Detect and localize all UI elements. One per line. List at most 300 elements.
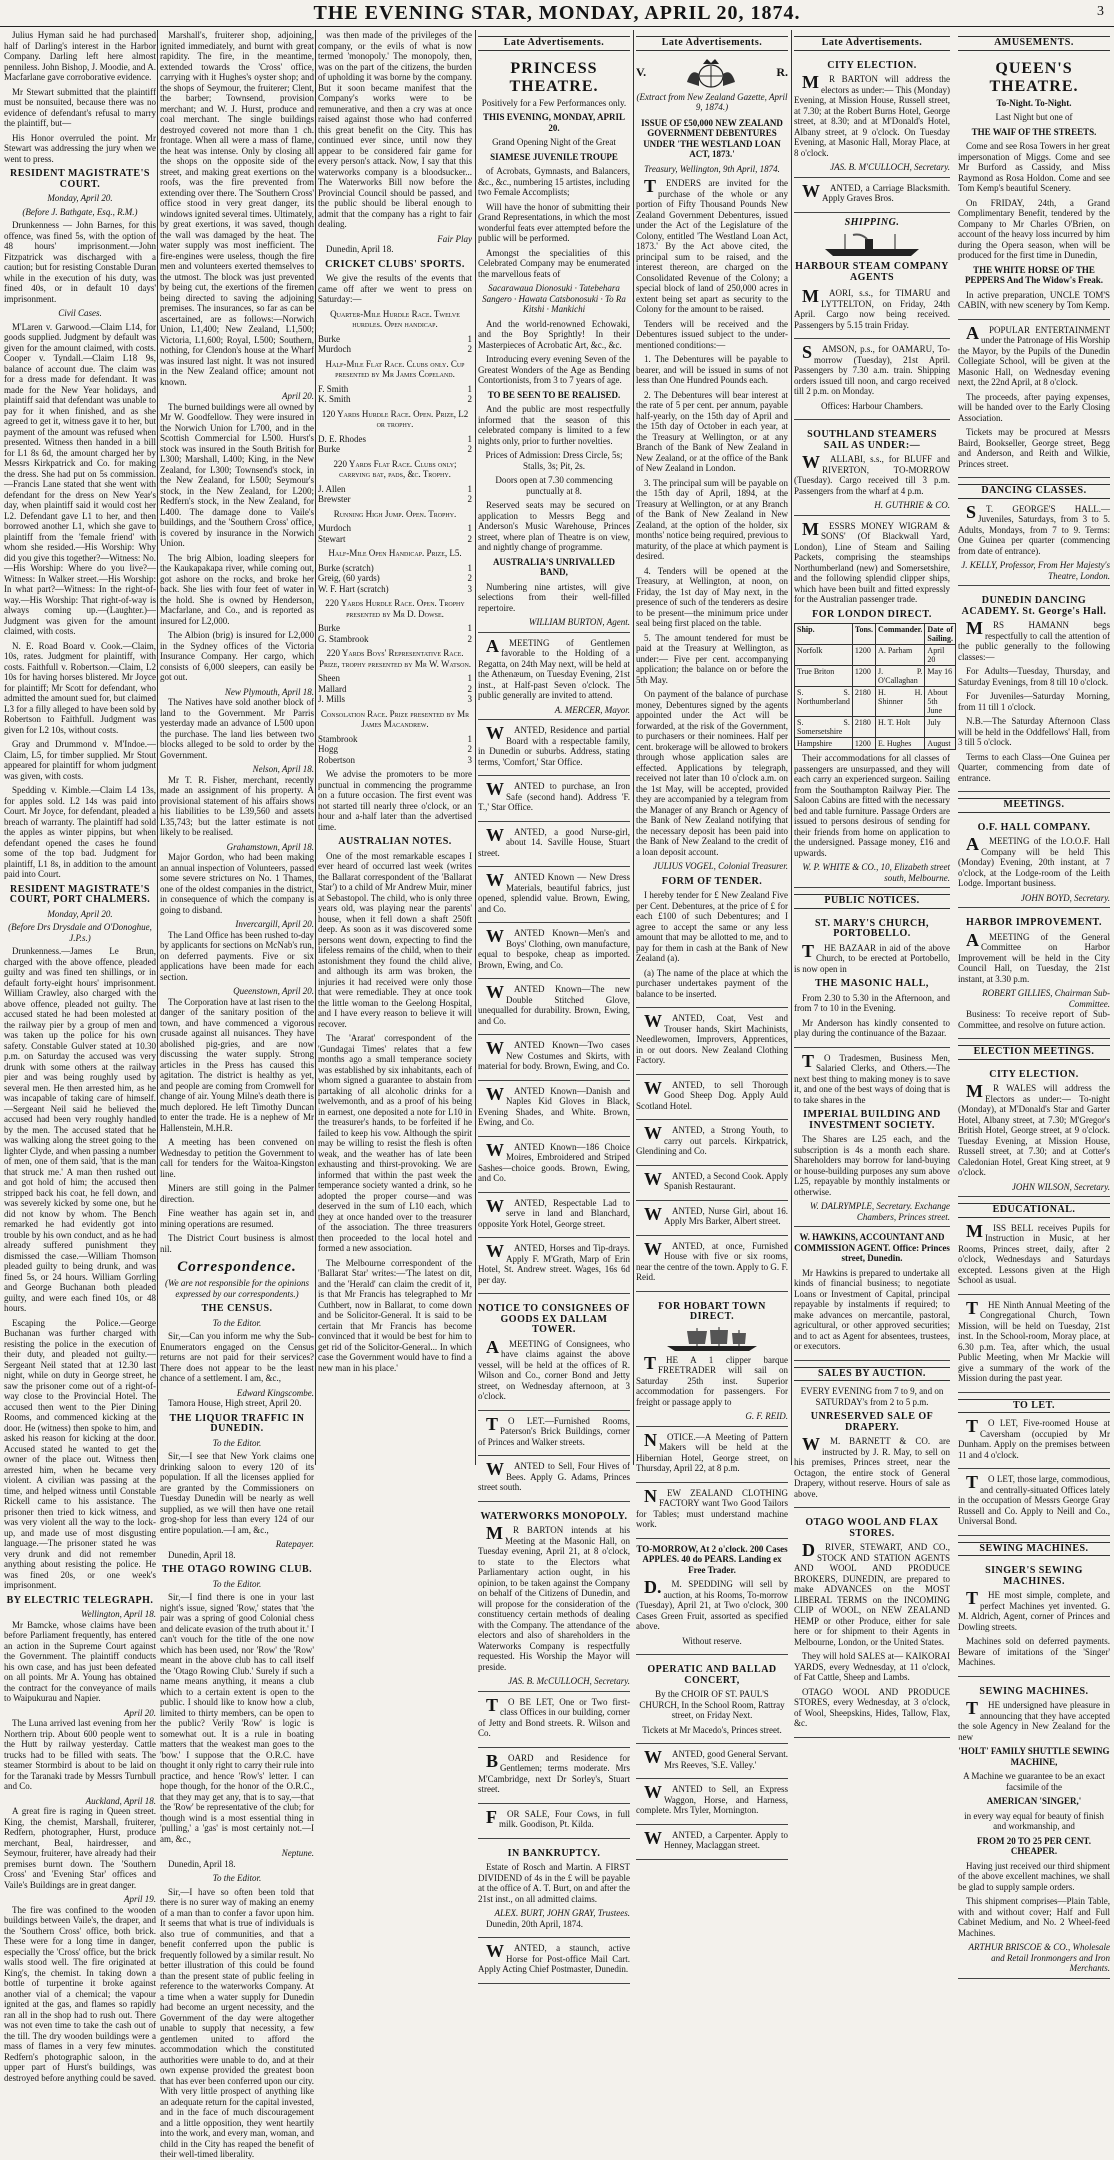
section-heading: EDUCATIONAL. bbox=[958, 1203, 1110, 1218]
ad-text: 5. The amount tendered for must be paid at the Treasury at Wellington, as under:— Five per cent. accompanying application; the balance on or before the 5th May. bbox=[636, 632, 788, 685]
ad-text: WANTED, a Second Cook. Apply Spanish Restaurant. bbox=[644, 1168, 788, 1191]
ad-text: This shipment comprises—Plain Table, with and without cover; Half and Full Cabinet Medium, and No. 2 Wheel-feed Machines. bbox=[958, 1896, 1110, 1938]
ad-text: Treasury, Wellington, 9th April, 1874. bbox=[644, 163, 780, 174]
race-results bbox=[318, 309, 472, 770]
dateline: April 20. bbox=[123, 1707, 156, 1718]
ad-text: Come and see Rosa Towers in her great impersonation of Miggs. Come and see Mr Burford as Cassidy, and Miss Raymond as Rosa Holdon. Come and see Tom Kemp's beautiful Scenery. bbox=[958, 141, 1110, 193]
ad-title: WATERWORKS MONOPOLY. bbox=[480, 1510, 628, 1522]
article-heading: THE OTAGO ROWING CLUB. bbox=[161, 1564, 313, 1575]
race-title: 220 Yards Flat Race. Clubs only; carrying bat, pads, &c. Trophy. bbox=[333, 458, 457, 479]
ad-title: O.F. HALL COMPANY. bbox=[977, 821, 1091, 833]
section-heading: Correspondence. bbox=[177, 1259, 297, 1275]
ad-text: DRIVER, STEWART, AND CO., STOCK AND STATION AGENTS AND WOOL AND PRODUCE BROKERS, DUNEDIN, are prepared to make ADVANCES on the MOST LIBERAL TERMS on the INCOMING CLIP of WOOL, on NEW ZEALAND HEMP or other Produce, either for sale here or for shipment to their Agents in Melbourne, London, or the United States. bbox=[794, 1540, 950, 1647]
ad-text: WANTED, a good Nurse-girl, about 14. Saville House, Stuart street. bbox=[478, 824, 630, 858]
advertisement bbox=[478, 1695, 630, 1748]
ad-title: IMPERIAL BUILDING AND INVESTMENT SOCIETY. bbox=[803, 1109, 941, 1131]
ad-text: MRS HAMANN begs respectfully to call the attention of the public generally to the following classes:— bbox=[958, 618, 1110, 662]
paragraph: was then made of the privileges of the company, or the evils of what is now termed 'monopoly.' The monopoly, then, was on the part of the citizens, the burden of upholding it was borne by the company. But it soon became manifest that the Company's works were to be remunerative, and then a cry was at once raised against those who had conferred this great benefit on the City. This has continued ever since, until now they appear to be considered fair game for every person's attack. Now, I say that this waterworks company is a bloodsucker... The Waterworks Bill now before the Provincial Council should be passed, and the public should be liberal enough to admit that the company has a right to fair dealing. bbox=[318, 30, 472, 229]
placing: 1 bbox=[467, 562, 472, 573]
advertisement bbox=[636, 1123, 788, 1166]
ad-title: NOTICE TO CONSIGNEES OF GOODS EX DALLAM TOWER. bbox=[478, 1303, 631, 1335]
placing: 1 bbox=[467, 383, 472, 394]
advertisement bbox=[478, 1459, 630, 1502]
page-number: 3 bbox=[1097, 4, 1104, 19]
race-result-row bbox=[318, 563, 472, 574]
ad-text: Tickets at Mr Macedo's, Princes street. bbox=[642, 1724, 782, 1735]
paragraph: Julius Hyman said he had purchased half of Darling's interest in the Harbor Company. Darling left here almost penniless. John Bishop, J. Moodie, and A. Macfarlane gave corroborative evidence. bbox=[4, 30, 156, 82]
paragraph: We give the results of the events that came off after we went to press on Saturday:— bbox=[318, 273, 472, 304]
salutation: To the Editor. bbox=[212, 1873, 262, 1883]
column-advertisements-1 bbox=[478, 30, 631, 1974]
placing: 2 bbox=[467, 344, 472, 354]
ad-title: QUEEN'S THEATRE. bbox=[989, 59, 1079, 95]
ad-text: WANTED, a Carpenter. Apply to Henney, Maclaggan street. bbox=[644, 1827, 788, 1850]
advertisement bbox=[478, 723, 630, 776]
advertisement bbox=[794, 518, 953, 889]
advertisement bbox=[478, 1297, 630, 1411]
ad-text: (Extract from New Zealand Gazette, April 9, 1874.) bbox=[636, 91, 788, 112]
salutation: To the Editor. bbox=[212, 1578, 262, 1589]
advertisement bbox=[478, 825, 630, 868]
advertisement bbox=[478, 1140, 630, 1193]
paragraph: Miners are still going in the Palmer direction. bbox=[160, 1183, 314, 1204]
column-news-1 bbox=[4, 30, 156, 2083]
ad-text: TO Tradesmen, Business Men, Salaried Clerks, and Others.—The next best thing to making money is to save it, and one of the best ways of doing that is to take shares in the bbox=[794, 1050, 950, 1105]
ad-text: WANTED, to sell Thorough Good Sheep Dog. Apply Auld Scotland Hotel. bbox=[636, 1077, 788, 1111]
ad-title: SHIPPING. bbox=[844, 216, 900, 228]
court-bench: (Before Drs Drysdale and O'Donoghue, J.P.s.) bbox=[8, 922, 152, 943]
paragraph: Dunedin, April 18. bbox=[168, 1549, 236, 1560]
placing: 2 bbox=[467, 533, 472, 544]
advertisement bbox=[478, 1807, 630, 1839]
ad-title: FOR HOBART TOWN DIRECT. bbox=[658, 1300, 766, 1322]
ad-title: OPERATIC AND BALLAD CONCERT, bbox=[647, 1664, 777, 1686]
ad-text: WANTED, Residence and partial Board with a respectable family, in Dunedin or suburbs. Address, stating terms, 'Comfort,' Star Office. bbox=[478, 723, 630, 767]
dateline: Grahamstown, April 18. bbox=[226, 841, 314, 852]
ad-title: CITY ELECTION. bbox=[989, 1068, 1079, 1080]
competitor-name: Murdoch bbox=[318, 523, 351, 533]
paragraph: The Land Office has been rushed to-day by applicants for sections on McNab's run, on deferred payments. Five or six applications have been made for each section. bbox=[160, 929, 314, 982]
advertisement bbox=[958, 1221, 1110, 1295]
competitor-name: J. Allen bbox=[318, 483, 346, 494]
ad-text: AMEETING of Consignees, who have claims against the above vessel, will be held at the offices of R. Wilson and Co., corner Bond and Jetty street, on Wednesday afternoon, at 3 o'clock. bbox=[478, 1336, 630, 1401]
ad-title: W. HAWKINS, ACCOUNTANT AND COMMISSION AGENT. Office: Princes street, Dunedin. bbox=[794, 1232, 950, 1263]
dateline: Monday, April 20. bbox=[47, 193, 113, 203]
paragraph: The Luna arrived last evening from her Northern trip. About 600 people went to the Hutt by railway yesterday. Cattle trucks had to be filled with seats. The steamer Stormbird is about to be laid on for the Taranaki trade by Messrs Turnbull and Co. bbox=[4, 1718, 156, 1791]
competitor-name: Stambrook bbox=[318, 733, 358, 744]
paragraph: One of the most remarkable escapes I ever heard of occurred last week (writes the Ballarat correspondent of the 'Ballarat Star') to a child of Mr Andrew Muir, miner at Sebastopol. The child, who is only three years old, was playing near the parents' house, when it fell down a shaft 250ft deep. As soon as it was discovered some persons went down, expecting to find the lifeless remains of the child, when to their astonishment they found the child alive, and although its arm was broken, the injuries it had received were only those that were remediable. They at once took the little woman to the Geelong Hospital, and I have every reason to believe it will recover. bbox=[318, 850, 472, 1029]
table-row bbox=[795, 645, 956, 666]
race-result-row bbox=[318, 344, 472, 355]
placing: 2 bbox=[467, 444, 472, 454]
article-heading: CRICKET CLUBS' SPORTS. bbox=[325, 258, 465, 270]
royal-crest-row bbox=[636, 54, 788, 92]
ad-text: WANTED, a staunch, active Horse for Post-office Mail Cart. Apply Acting Chief Postmaster, Dunedin. bbox=[478, 1941, 630, 1974]
race-result-row bbox=[318, 694, 472, 705]
advertisement bbox=[478, 1241, 630, 1294]
table-cell: April 20 bbox=[925, 645, 956, 666]
paragraph: N. E. Road Board v. Cook.—Claim, 10s, rates. Judgment for plaintiff, with costs. Faithfull v. Robertson.—Claim, L2 10s for having horses blistered. Mr Joyce for plaintiff; Mr Scott for defendant, who admitted the amount sued for, but claimed L3 for a filly alleged to have been sold by Robertson to Faithfull. Judgment was given for L2 10s, without costs. bbox=[4, 640, 156, 735]
advertisement bbox=[478, 1941, 630, 1984]
section-heading: Late Advertisements. bbox=[478, 36, 630, 51]
column-news-3 bbox=[318, 30, 472, 1465]
ad-text: 3. The principal sum will be payable on the 15th day of April, 1894, at the Treasury at Wellington, or at any Branch of the Bank of New Zealand in New Zealand, at the option of the holder, six months' notice being required, previous to maturity, of the place at which payment is desired. bbox=[636, 477, 788, 561]
paragraph: His Honor overruled the point. Mr Stewart was addressing the jury when we went to press. bbox=[4, 132, 156, 164]
paragraph: Dunedin, April 18. bbox=[168, 1858, 236, 1869]
ad-text: To-Night. To-Night. bbox=[996, 97, 1072, 108]
paragraph: Fine weather has again set in, and mining operations are resumed. bbox=[160, 1208, 314, 1229]
ad-title: ST. MARY'S CHURCH, PORTOBELLO. bbox=[814, 917, 930, 939]
advertisement bbox=[478, 636, 630, 721]
competitor-name: Murdoch bbox=[318, 344, 351, 354]
placing: 3 bbox=[467, 694, 472, 704]
placing: 1 bbox=[467, 333, 472, 344]
placing: 2 bbox=[467, 494, 472, 504]
advertisement bbox=[958, 1298, 1110, 1393]
ad-text: Tickets may be procured at Messrs Baird, Bookseller, George street, Begg and Anderson, and Reith and Wilkie, Princes street. bbox=[958, 427, 1110, 469]
dateline: Invercargill, April 20. bbox=[235, 919, 314, 929]
competitor-name: Stewart bbox=[318, 533, 346, 544]
ad-text: 'HOLT' FAMILY SHUTTLE SEWING MACHINE, bbox=[958, 1746, 1110, 1767]
paragraph: Gray and Drummond v. M'Indoe.—Claim, L5, for timber supplied. Mr Stout appeared for plaintiff for whom judgment was given, with costs. bbox=[4, 739, 156, 781]
column-advertisements-3 bbox=[794, 30, 953, 1728]
table-row bbox=[795, 687, 956, 717]
ad-text: Will have the honor of submitting their Grand Representations, in which the most wonderful feats ever attempted before the public will be performed. bbox=[478, 201, 630, 243]
table-cell: A. Parham bbox=[876, 645, 925, 666]
paragraph: The burned buildings were all owned by Mr W. Goodfellow. They were insured in the Norwich Union for L700, and in the Scottish Commercial for L500. Hurst's stock was insured in the South British for L300; Marshall, L400; King, in the New Zealand, for L300; Townsend's stock, in the New Zealand, for L500; Seymour's stock, in the New Zealand, for L200; Redfern's stock, in the New Zealand, for L400. The damage done to Vaile's buildings, and the 'Southern Cross' office, is covered by insurance in the Norwich Union. bbox=[160, 401, 314, 548]
race-result-row bbox=[318, 484, 472, 495]
ad-title: IN BANKRUPTCY. bbox=[507, 1847, 601, 1859]
ad-text: THIS EVENING, MONDAY, APRIL 20. bbox=[482, 112, 626, 133]
ad-text: FROM 20 TO 25 PER CENT. CHEAPER. bbox=[976, 1835, 1091, 1856]
ad-text: APOPULAR ENTERTAINMENT under the Patronage of His Worship the Mayor, by the Pupils of the Dunedin Collegiate School, will be given at the Masonic Hall, on Wednesday evening next, the 22nd April, at 8 o'clock. bbox=[958, 322, 1110, 387]
section-heading: ELECTION MEETINGS. bbox=[958, 1045, 1110, 1060]
ad-title: SINGER'S SEWING MACHINES. bbox=[985, 1565, 1083, 1587]
ad-text: WM. BARNETT & CO. are instructed by J. R. May, to sell on his premises, Princes street, near the Octagon, the entire stock of General Drapery, without reserve. Hours of sale as above. bbox=[794, 1434, 950, 1499]
advertisement bbox=[636, 1011, 788, 1075]
ad-text: Their accommodations for all classes of passengers are unsurpassed, and they will each carry an experienced surgeon. Sailing from the Southampton Railway Pier. The Saloon Cabins are fitted with the necessary bed and table furniture. Passage Orders are issued to persons desirous of sending for their friends from home on application to the undersigned. Passage money, £16 and upwards. bbox=[794, 753, 950, 858]
signature: Ratepayer. bbox=[275, 1539, 314, 1549]
table-row bbox=[795, 738, 956, 750]
advertisement bbox=[478, 870, 630, 923]
competitor-name: W. F. Hart (scratch) bbox=[318, 583, 389, 594]
race-title: Half-Mile Open Handicap. Prize, L5. bbox=[328, 548, 462, 558]
section-heading: MEETINGS. bbox=[958, 798, 1110, 813]
newspaper-title: THE EVENING STAR, MONDAY, APRIL 20, 1874. bbox=[313, 1, 801, 24]
ad-text: TO LET.—Furnished Rooms, Paterson's Brick Buildings, corner of Princes and Walker streets. bbox=[478, 1413, 630, 1447]
ad-signature: W. DALRYMPLE, Secretary. Exchange Chambers, Princes street. bbox=[809, 1201, 950, 1222]
advertisement bbox=[958, 1472, 1110, 1536]
ad-text: Grand Opening Night of the Great bbox=[492, 137, 616, 147]
ad-text: MAORI, s.s., for TIMARU and LYTTELTON, on Friday, 24th April. Cargo now being received. Passengers by 5.15 train Friday. bbox=[794, 286, 950, 330]
advertisement bbox=[958, 1416, 1110, 1469]
placing: 1 bbox=[467, 673, 472, 683]
paragraph: The District Court business is almost nil. bbox=[160, 1233, 314, 1254]
ad-text: MR WALES will address the Electors as under:— To-night (Monday), at M'Donald's Star and Garter Hotel, Albany street, at 7.30; M'Gregor's British Hotel, George street, at 9 o'clock. Tuesday Evening, at Mission House, Russell street, at 7.30; and at Cotter's Caledonian Hotel, Great King street, at 9 o'clock. bbox=[958, 1081, 1110, 1177]
ad-text: The proceeds, after paying expenses, will be handed over to the Early Closing Association. bbox=[958, 391, 1110, 423]
ad-text: ST. GEORGE'S HALL.—Juveniles, Saturdays, from 3 to 5. Adults, Mondays, from 7 to 9. Terms: One Guinea per quarter (commencing from date of entrance). bbox=[958, 501, 1110, 556]
race-result-row bbox=[318, 673, 472, 684]
ad-text: Numbering nine artistes, will give selections from their well-filled repertoire. bbox=[478, 581, 630, 613]
advertisement bbox=[958, 816, 1110, 909]
placing: 2 bbox=[467, 633, 472, 644]
ad-text: Estate of Rosch and Martin. A FIRST DIVIDEND of 4s in the £ will be payable at the office of A. T. Burt, on and after the 21st inst., on all admitted claims. bbox=[478, 1862, 630, 1904]
ad-text: Reserved seats may be secured on application to Messrs Begg and Anderson's Music Warehouse, Princes street, where plan of Theatre is on view, and nightly change of programme. bbox=[478, 500, 630, 552]
ad-title: ISSUE OF £50,000 NEW ZEALAND GOVERNMENT DEBENTURES UNDER 'THE WESTLAND LOAN ACT, 1873.' bbox=[641, 117, 783, 159]
ad-text: WANTED, a Carriage Blacksmith. Apply Graves Bros. bbox=[802, 180, 950, 203]
race-result-row bbox=[318, 334, 472, 345]
ad-text: OTAGO WOOL AND PRODUCE STORES, every Wednesday, at 3 o'clock, of Wool, Sheepskins, Hides, Tallow, Flax, &c. bbox=[794, 1686, 950, 1728]
column-rule bbox=[157, 30, 158, 1465]
column-rule bbox=[475, 30, 476, 1465]
section-heading: SALES BY AUCTION. bbox=[794, 1367, 950, 1382]
advertisement bbox=[794, 1051, 950, 1228]
race-result-row bbox=[318, 523, 472, 534]
ad-text: Terms to each Class—One Guinea per Quarter, commencing from date of entrance. bbox=[958, 751, 1110, 783]
advertisement bbox=[794, 1384, 950, 1508]
ad-signature: JOHN WILSON, Secretary. bbox=[1011, 1181, 1110, 1192]
table-cell: S. S. Northumberland bbox=[795, 687, 853, 717]
article-heading: THE CENSUS. bbox=[201, 1303, 273, 1314]
advertisement bbox=[958, 1680, 1110, 1979]
ad-text: SIAMESE JUVENILE TROUPE bbox=[490, 151, 618, 162]
competitor-name: F. Smith bbox=[318, 383, 349, 394]
dateline: Nelson, April 18. bbox=[252, 764, 314, 774]
placing: 1 bbox=[467, 623, 472, 633]
ad-text: (a) The name of the place at which the purchaser undertakes payment of the balance to be inserted. bbox=[636, 967, 788, 999]
ad-text: of Acrobats, Gymnasts, and Balancers, &c., &c., numbering 15 artistes, including two Female Accomplists; bbox=[478, 166, 630, 197]
competitor-name: Brewster bbox=[318, 494, 351, 504]
ad-title: DUNEDIN DANCING ACADEMY. St. George's Hall. bbox=[961, 595, 1107, 617]
competitor-name: Robertson bbox=[318, 754, 355, 765]
dateline: April 19. bbox=[123, 1894, 156, 1904]
paragraph: The Corporation have at last risen to the danger of the sanitary position of the town, and have commenced a vigorous crusade against all nuisances. They have abolished pig-gries, and are now discussing the water supply. Strong articles in the Press has caused this agitation. The district is healthy as yet, and people are coming from Cromwell for change of air. Young Milne's death there is much deplored. He left Timothy Duncan to enter the trade. He is a nephew of Mr Hallenstein, M.H.R. bbox=[160, 996, 314, 1133]
section-heading: PUBLIC NOTICES. bbox=[794, 894, 950, 909]
table-cell: 1200 bbox=[852, 645, 875, 666]
race-title: 120 Yards Hurdle Race. Open. Prize, L2 or trophy. bbox=[321, 408, 469, 429]
paragraph: The brig Albion, loading sleepers for the Kaukapakapa river, while coming out, got ashore on the rocks, and broke her back. She lies with four feet of water in the hold. She is owned by Henderson, Macfarlane, and Co., and is reported as insured for L2,000. bbox=[160, 552, 314, 626]
ad-text: WANTED Known—Danish and Naples Kid Gloves in Black, Evening Shades, and White. Brown, Ewing, and Co. bbox=[478, 1083, 630, 1127]
ad-text: Doors open at 7.30 commencing punctually at 8. bbox=[495, 475, 613, 496]
table-header: Tons. bbox=[852, 624, 875, 645]
ad-text: TO LET, Five-roomed House at Caversham (occupied by Mr Dunham. Apply on the premises between 11 and 4 o'clock. bbox=[958, 1416, 1110, 1460]
paragraph: The Melbourne correspondent of the 'Ballarat Star' writes:—'The latest on dit, and the 'Herald' can claim the credit of it, is that Mr Francis has telegraphed to Mr Cuthbert, now in Ballarat, to come down and be Solicitor-General. It is said to be certain that Mr Francis has become convinced that it would be best for him to get rid of the Solicitor-General... In which case the Government would have to find a new man in his place.' bbox=[318, 1257, 472, 1373]
ad-text: N.B.—The Saturday Afternoon Class will be held in the Oddfellows' Hall, from 3 till 5 o'clock. bbox=[958, 716, 1110, 747]
race-title: 220 Yards Hurdle Race. Open. Trophy presented by Mr D. Dowse. bbox=[325, 598, 465, 619]
competitor-name: D. E. Rhodes bbox=[318, 433, 366, 444]
dateline: New Plymouth, April 18. bbox=[224, 686, 314, 697]
advertisement bbox=[794, 181, 950, 213]
column-rule bbox=[315, 30, 316, 1465]
ad-text: AMERICAN 'SINGER,' bbox=[986, 1796, 1082, 1806]
ad-signature: J. KELLY, Professor, From Her Majesty's Theatre, London. bbox=[961, 560, 1110, 581]
advertisement bbox=[794, 342, 950, 420]
ad-signature: A. MERCER, Mayor. bbox=[554, 704, 630, 715]
ad-signature: JAS. B. McCULLOCH, Secretary. bbox=[508, 1676, 630, 1686]
ad-text: Positively for a Few Performances only. bbox=[481, 97, 627, 108]
ad-text: TO BE SEEN TO BE REALISED. bbox=[487, 389, 621, 400]
placing: 2 bbox=[467, 744, 472, 754]
ad-text: THE undersigned have pleasure in announcing that they have accepted the sole Agency in New Zealand for the new bbox=[958, 1698, 1110, 1742]
ad-text: Prices of Admission: Dress Circle, 5s; Stalls, 3s; Pit, 2s. bbox=[485, 450, 623, 471]
advertisement bbox=[636, 1239, 788, 1292]
advertisement bbox=[478, 982, 630, 1035]
section-heading: DANCING CLASSES. bbox=[958, 484, 1110, 499]
race-result-row bbox=[318, 444, 472, 455]
table-cell: J. P. O'Callaghan bbox=[876, 666, 925, 687]
ad-text: Mr Hawkins is prepared to undertake all kinds of financial business; to negotiate Loans or Investment of Capital, principal repayable by instalments if required; to make advances on mercantile, pastoral, agricultural, or other approved securities; and to act as Agent for absentees, trustees, or executors. bbox=[794, 1267, 950, 1351]
ad-text: WANTED to purchase, an Iron Safe (second hand). Address 'F. T.,' Star Office. bbox=[478, 779, 630, 812]
race-result-row bbox=[318, 634, 472, 645]
advertisement bbox=[478, 1505, 630, 1692]
ad-title: FORM OF TENDER. bbox=[661, 875, 763, 887]
paragraph: Marshall's, fruiterer shop, adjoining, ignited immediately, and burnt with great rapidity. The fire, in the meantime, extended towards the 'Cross' office, carrying with it Hughes's oyster shop; and the shops of Seymour, the fruiterer; Clent, the barber; Townsend, provision merchant; and W. J. Hurst, produce and coal merchant. The single buildings destroyed covered not more than 1 ch. frontage. When all were a mass of flame, the heat was intense. Only by closing all the shops on the opposite side of the street, and making great exertions on the roofs, was the fire prevented from extending over there. The 'Southern Cross' office stood in very great danger, its windows ignited several times. Ultimately, by great exertions, it was saved, though the wall was damaged by the heat. The water supply was most inefficient. The fire-engines were useless, though the fire men and volunteers exerted themselves to the utmost. The block was just prevented by being cut, the exertions of the firemen being directed to saving the adjoining premises. The insurances, so far as can be ascertained, are as follows:—Norwich Union, L1,400; New Zealand, L1,500; Victoria, L1,600; Royal, L500; Southern, nothing, for Clendon's house at the Wharf was insured last night. It was not insured in the New Zealand office; amount not known. bbox=[160, 30, 314, 387]
advertisement bbox=[794, 1230, 950, 1361]
table-cell: July bbox=[925, 717, 956, 738]
placing: 2 bbox=[467, 394, 472, 404]
advertisement bbox=[636, 1828, 788, 1860]
steamship-icon bbox=[817, 231, 927, 257]
race-title: Consolation Race. Prize presented by Mr James Macandrew. bbox=[320, 708, 470, 729]
table-header: Commander. bbox=[876, 624, 925, 645]
competitor-name: Burke bbox=[318, 623, 340, 633]
ad-text: WANTED Known—The new Double Stitched Glove, unequalled for durability. Brown, Ewing, and Co. bbox=[478, 982, 630, 1026]
race-title: Running High Jump. Open. Trophy. bbox=[333, 508, 457, 519]
advertisement bbox=[794, 912, 950, 1048]
table-cell: 2180 bbox=[852, 687, 875, 717]
advertisement bbox=[478, 54, 630, 633]
article-heading: BY ELECTRIC TELEGRAPH. bbox=[6, 1594, 154, 1606]
ad-title: HARBOR IMPROVEMENT. bbox=[966, 917, 1102, 928]
table-row bbox=[795, 666, 956, 687]
ad-text: WANTED, Horses and Tip-drays. Apply F. M'Grath, Marp of Erin Hotel, St. Andrew street. Wages, 16s 6d per day. bbox=[478, 1241, 630, 1285]
ad-signature: JOHN BOYD, Secretary. bbox=[1020, 892, 1110, 903]
competitor-name: K. Smith bbox=[318, 394, 351, 404]
advertisement bbox=[478, 1196, 630, 1239]
table-header: Date of Sailing. bbox=[925, 624, 956, 645]
advertisement bbox=[636, 1204, 788, 1236]
sailing-ship-icon bbox=[657, 1326, 767, 1352]
ad-text: WANTED, a Strong Youth, to carry out parcels. Kirkpatrick, Glendining and Co. bbox=[636, 1123, 788, 1156]
ad-text: WANTED, at once, Furnished House with five or six rooms, near the centre of the town. Apply to G. F. Reid. bbox=[636, 1238, 788, 1282]
ad-text: Machines sold on deferred payments. Beware of imitations of the 'Singer' Machines. bbox=[958, 1636, 1110, 1667]
paragraph: Dunedin, April 18. bbox=[326, 244, 394, 254]
article-heading: THE LIQUOR TRAFFIC IN DUNEDIN. bbox=[169, 1412, 305, 1434]
article-heading: AUSTRALIAN NOTES. bbox=[338, 836, 452, 847]
paragraph: A great fire is raging in Queen street. King, the chemist, Marshall, fruiterer, Redfern, photographer, Hurst, produce merchant, Beal, hairdresser, and Seymour, fruiterer, have already had their premises burnt down. The 'Southern Cross' and 'Evening Star' offices and Vaile's Buildings are in great danger. bbox=[4, 1806, 156, 1890]
table-cell: Norfolk bbox=[795, 645, 853, 666]
race-title: 220 Yards Boys' Representative Race. Prize, trophy presented by Mr W. Watson. bbox=[318, 648, 472, 669]
table-cell: August bbox=[925, 738, 956, 750]
paragraph: Mr Bamcke, whose claims have been before Parliament frequently, has entered an action in the Supreme Court against the Government. The plaintiff conducts his own case, and has just been defeated on all points. Mr A. Young has obtained the contract for the conveyance of mails to Waipukurau and Napier. bbox=[4, 1619, 156, 1703]
ad-text: THE BAZAAR in aid of the above Church, to be erected at Portobello, is now open in bbox=[794, 940, 950, 974]
ad-signature: JULIUS VOGEL, Colonial Treasurer. bbox=[653, 861, 788, 871]
placing: 1 bbox=[467, 483, 472, 494]
ad-text: Sacarawaua Dionosuki · Tatebehara Sangero · Hawata Catsbonosuki · To Ra Kitshi · Mankichi bbox=[482, 283, 626, 314]
competitor-name: Greig, (60 yards) bbox=[318, 573, 380, 583]
advertisement bbox=[478, 926, 630, 979]
ad-text: I hereby tender for £ New Zealand Five per Cent. Debentures, at the price of £ for each £100 of such Debentures; and I agree to accept the same or any less amount that may be allotted to me, and to pay for them in cash at the Bank of New Zealand (a). bbox=[636, 890, 788, 963]
ad-text: THE A 1 clipper barque FREETRADER will sail on Saturday 25th inst. Superior accommodation for passengers. For freight or passage apply to bbox=[636, 1352, 788, 1407]
race-result-row bbox=[318, 384, 472, 395]
ad-text: WANTED Known—Two cases New Costumes and Skirts, with material for body. Brown, Ewing, and Co. bbox=[478, 1038, 630, 1071]
ad-text: WANTED to Sell, Four Hives of Bees. Apply G. Adams, Princes street south. bbox=[478, 1459, 630, 1492]
ad-text: Having just received our third shipment of the above excellent machines, we shall be glad to supply sample orders. bbox=[958, 1860, 1110, 1892]
ad-text: For Adults—Tuesday, Thursday, and Saturday Evenings, from 8 till 10 o'clock. bbox=[958, 666, 1110, 687]
race-result-row bbox=[318, 573, 472, 584]
advertisement bbox=[958, 54, 1110, 320]
ad-text: In active preparation, UNCLE TOM'S CABIN, with new scenery by Tom Kemp. bbox=[958, 289, 1110, 310]
race-result-row bbox=[318, 744, 472, 755]
ad-title: HARBOUR STEAM COMPANY AGENTS bbox=[795, 261, 949, 283]
ad-text: AUSTRALIA'S UNRIVALLED BAND, bbox=[492, 556, 616, 577]
paragraph: Escaping the Police.—George Buchanan was further charged with resisting the police in the execution of their duty, and pleaded not guilty.—Sergeant Neil stated that at 12.30 last night, while on duty in George street, he saw the prisoner come out of a right-of-way close to the Provincial Hotel. The accused then went to the Pier Dining Rooms, and commenced kicking at the door. He (witness) then spoke to him, and asked his reason for kicking at the door. Accused stated he wanted to get the owner of the place out. Witness then arrested him, when he became very violent. A civilian was passing at the time, and helped witness until Constable Rickell came to his assistance. The prisoner then tried to kick witness, and was very violent all the way to the lock-up, and made use of most disgusting language.—The prisoner stated he was very drunk and did not remember anything about resisting the police. He was fined 20s, or one week's imprisonment. bbox=[4, 1317, 156, 1590]
competitor-name: J. Mills bbox=[318, 694, 346, 704]
table-cell: 1200 bbox=[852, 666, 875, 687]
advertisement bbox=[636, 1542, 788, 1656]
salutation: To the Editor. bbox=[212, 1317, 262, 1328]
competitor-name: G. Stambrook bbox=[318, 633, 369, 644]
ad-text: Dunedin, 20th April, 1874. bbox=[486, 1918, 583, 1929]
ad-text: SAMSON, p.s., for OAMARU, To-morrow (Tuesday), 21st April. Passengers by 7.30 a.m. train. Shipping orders issued till noon, and cargo received till 2 p.m. on Monday. bbox=[794, 342, 950, 396]
competitor-name: Mallard bbox=[318, 683, 347, 694]
ad-text: On FRIDAY, 24th, a Grand Complimentary Benefit, tendered by the Company to Mr Charles O'Brien, on account of the heavy loss incurred by him during the Opera season, when will be produced for the first time in Dunedin, bbox=[958, 197, 1110, 260]
section-heading: AMUSEMENTS. bbox=[958, 36, 1110, 51]
sailing-schedule-table bbox=[794, 623, 956, 750]
placing: 2 bbox=[467, 573, 472, 583]
competitor-name: Burke bbox=[318, 333, 340, 344]
ad-title: FOR LONDON DIRECT. bbox=[812, 608, 932, 620]
advertisement bbox=[636, 1169, 788, 1201]
ad-text: BOARD and Residence for Gentlemen; terms moderate. Mrs M'Cambridge, next Dr Sorley's, Stuart street. bbox=[478, 1750, 630, 1794]
advertisement bbox=[636, 116, 788, 1009]
advertisement bbox=[794, 423, 950, 516]
paragraph: Sir,—I see that New York claims one drinking saloon to every 120 of its population. If all the licenses applied for are granted by the Commissioners on Tuesday Dunedin will be nearly as well supplied, as we will then have one retail grog-shop for less than every 124 of our entire population.—I am, &c., bbox=[160, 1451, 314, 1535]
section-heading: Late Advertisements. bbox=[636, 36, 788, 51]
ad-text: THE Ninth Annual Meeting of the Congregational Church, Town Mission, will be held on Tuesday, 21st inst. In the School-room, Moray place, at 6.30 p.m. Tea, after which, the usual Public Meeting, when Mr Mackie will give a summary of the work of the Mission during the past year. bbox=[958, 1297, 1110, 1383]
table-cell: About 5th June bbox=[925, 687, 956, 717]
table-cell: True Briton bbox=[795, 666, 853, 687]
dateline: Auckland, April 18. bbox=[85, 1795, 156, 1806]
advertisement bbox=[636, 1782, 788, 1825]
ad-text: Without reserve. bbox=[682, 1635, 742, 1646]
paragraph: Tamora House, High street, April 20. bbox=[168, 1398, 302, 1408]
ad-signature: H. GUTHRIE & CO. bbox=[874, 500, 950, 510]
competitor-name: Burke bbox=[318, 444, 340, 454]
ad-text: A Machine we guarantee to be an exact facsimile of the bbox=[963, 1771, 1105, 1792]
article-heading: RESIDENT MAGISTRATE'S COURT. bbox=[10, 168, 150, 190]
advertisement bbox=[478, 1842, 630, 1939]
ad-text: WALLABI, s.s., for BLUFF and RIVERTON, TO-MORROW (Tuesday). Cargo received till 3 p.m. Passengers from the wharf at 4 p.m. bbox=[794, 452, 950, 496]
ad-text: Mr Anderson has kindly consented to play during the continuance of the Bazaar. bbox=[794, 1017, 950, 1038]
paragraph: Mr T. R. Fisher, merchant, recently made an assignment of his property. A provisional statement of his affairs shows his liabilities to be L39,560 and assets L35,743; but the latter estimate is not likely to be realised. bbox=[160, 774, 314, 837]
race-result-row bbox=[318, 394, 472, 405]
advertisement bbox=[636, 1486, 788, 1539]
ad-text: TO BE LET, One or Two first-class Offices in our building, corner of Jetty and Bond streets. R. Wilson and Co. bbox=[478, 1694, 630, 1738]
ad-text: And the public are most respectfully informed that the season of this celebrated company is limited to a few nights only, prior to further novelties. bbox=[478, 404, 630, 446]
column-advertisements-2 bbox=[636, 30, 788, 1850]
race-result-row bbox=[318, 623, 472, 634]
advertisement bbox=[478, 779, 630, 822]
placing: 2 bbox=[467, 683, 472, 694]
section-heading: TO LET. bbox=[958, 1399, 1110, 1414]
advertisement bbox=[636, 1658, 788, 1744]
advertisement bbox=[958, 589, 1110, 792]
ad-text: D.M. SPEDDING will sell by auction, at his Rooms, To-morrow (Tuesday), April 21, at Two o'clock, 300 Cases Green Fruit, assorted as specified above. bbox=[636, 1577, 788, 1631]
ad-text: Amongst the specialities of this Celebrated Company may be enumerated the marvellous feats of bbox=[478, 247, 630, 279]
advertisement bbox=[958, 911, 1110, 1039]
paragraph: Drunkenness.—James Le Brun, charged with the above offence, pleaded guilty and was fined ten shillings, or in default forty-eight hours' imprisonment. William Crawley, also charged with the above offence, pleaded not guilty. The accused stated he had been molested at the railway pier by a group of men and was taken up the police for his own safety. Constable Gulver stated at 10.30 p.m. on Saturday the accused was very drunk with some others at the railway pier and was being roughly used by several men. He then arrested him, as he was incapable of taking care of himself.—Sergeant Neil said he believed the accused had been very roughly handled by the men. The accused stated that he was walking along the street going to the lighter Clyde, and when passing a number of men, one of them said, 'that is the man that struck me.' A man then rushed out and got hold of him; the accused then stripped back his coat, he fell down, and was severely kicked by some one, but he did not know by whom. The Bench remarked he had evidently got into trouble by his own conduct, and as he had already suffered punishment they dismissed the case.—William Thomson pleaded guilty to being drunk, and was fined 5s, or 24 hours. William Gorrling and George Buchanan both pleaded guilty, and were each fined 10s, or 48 hours. bbox=[4, 946, 156, 1313]
